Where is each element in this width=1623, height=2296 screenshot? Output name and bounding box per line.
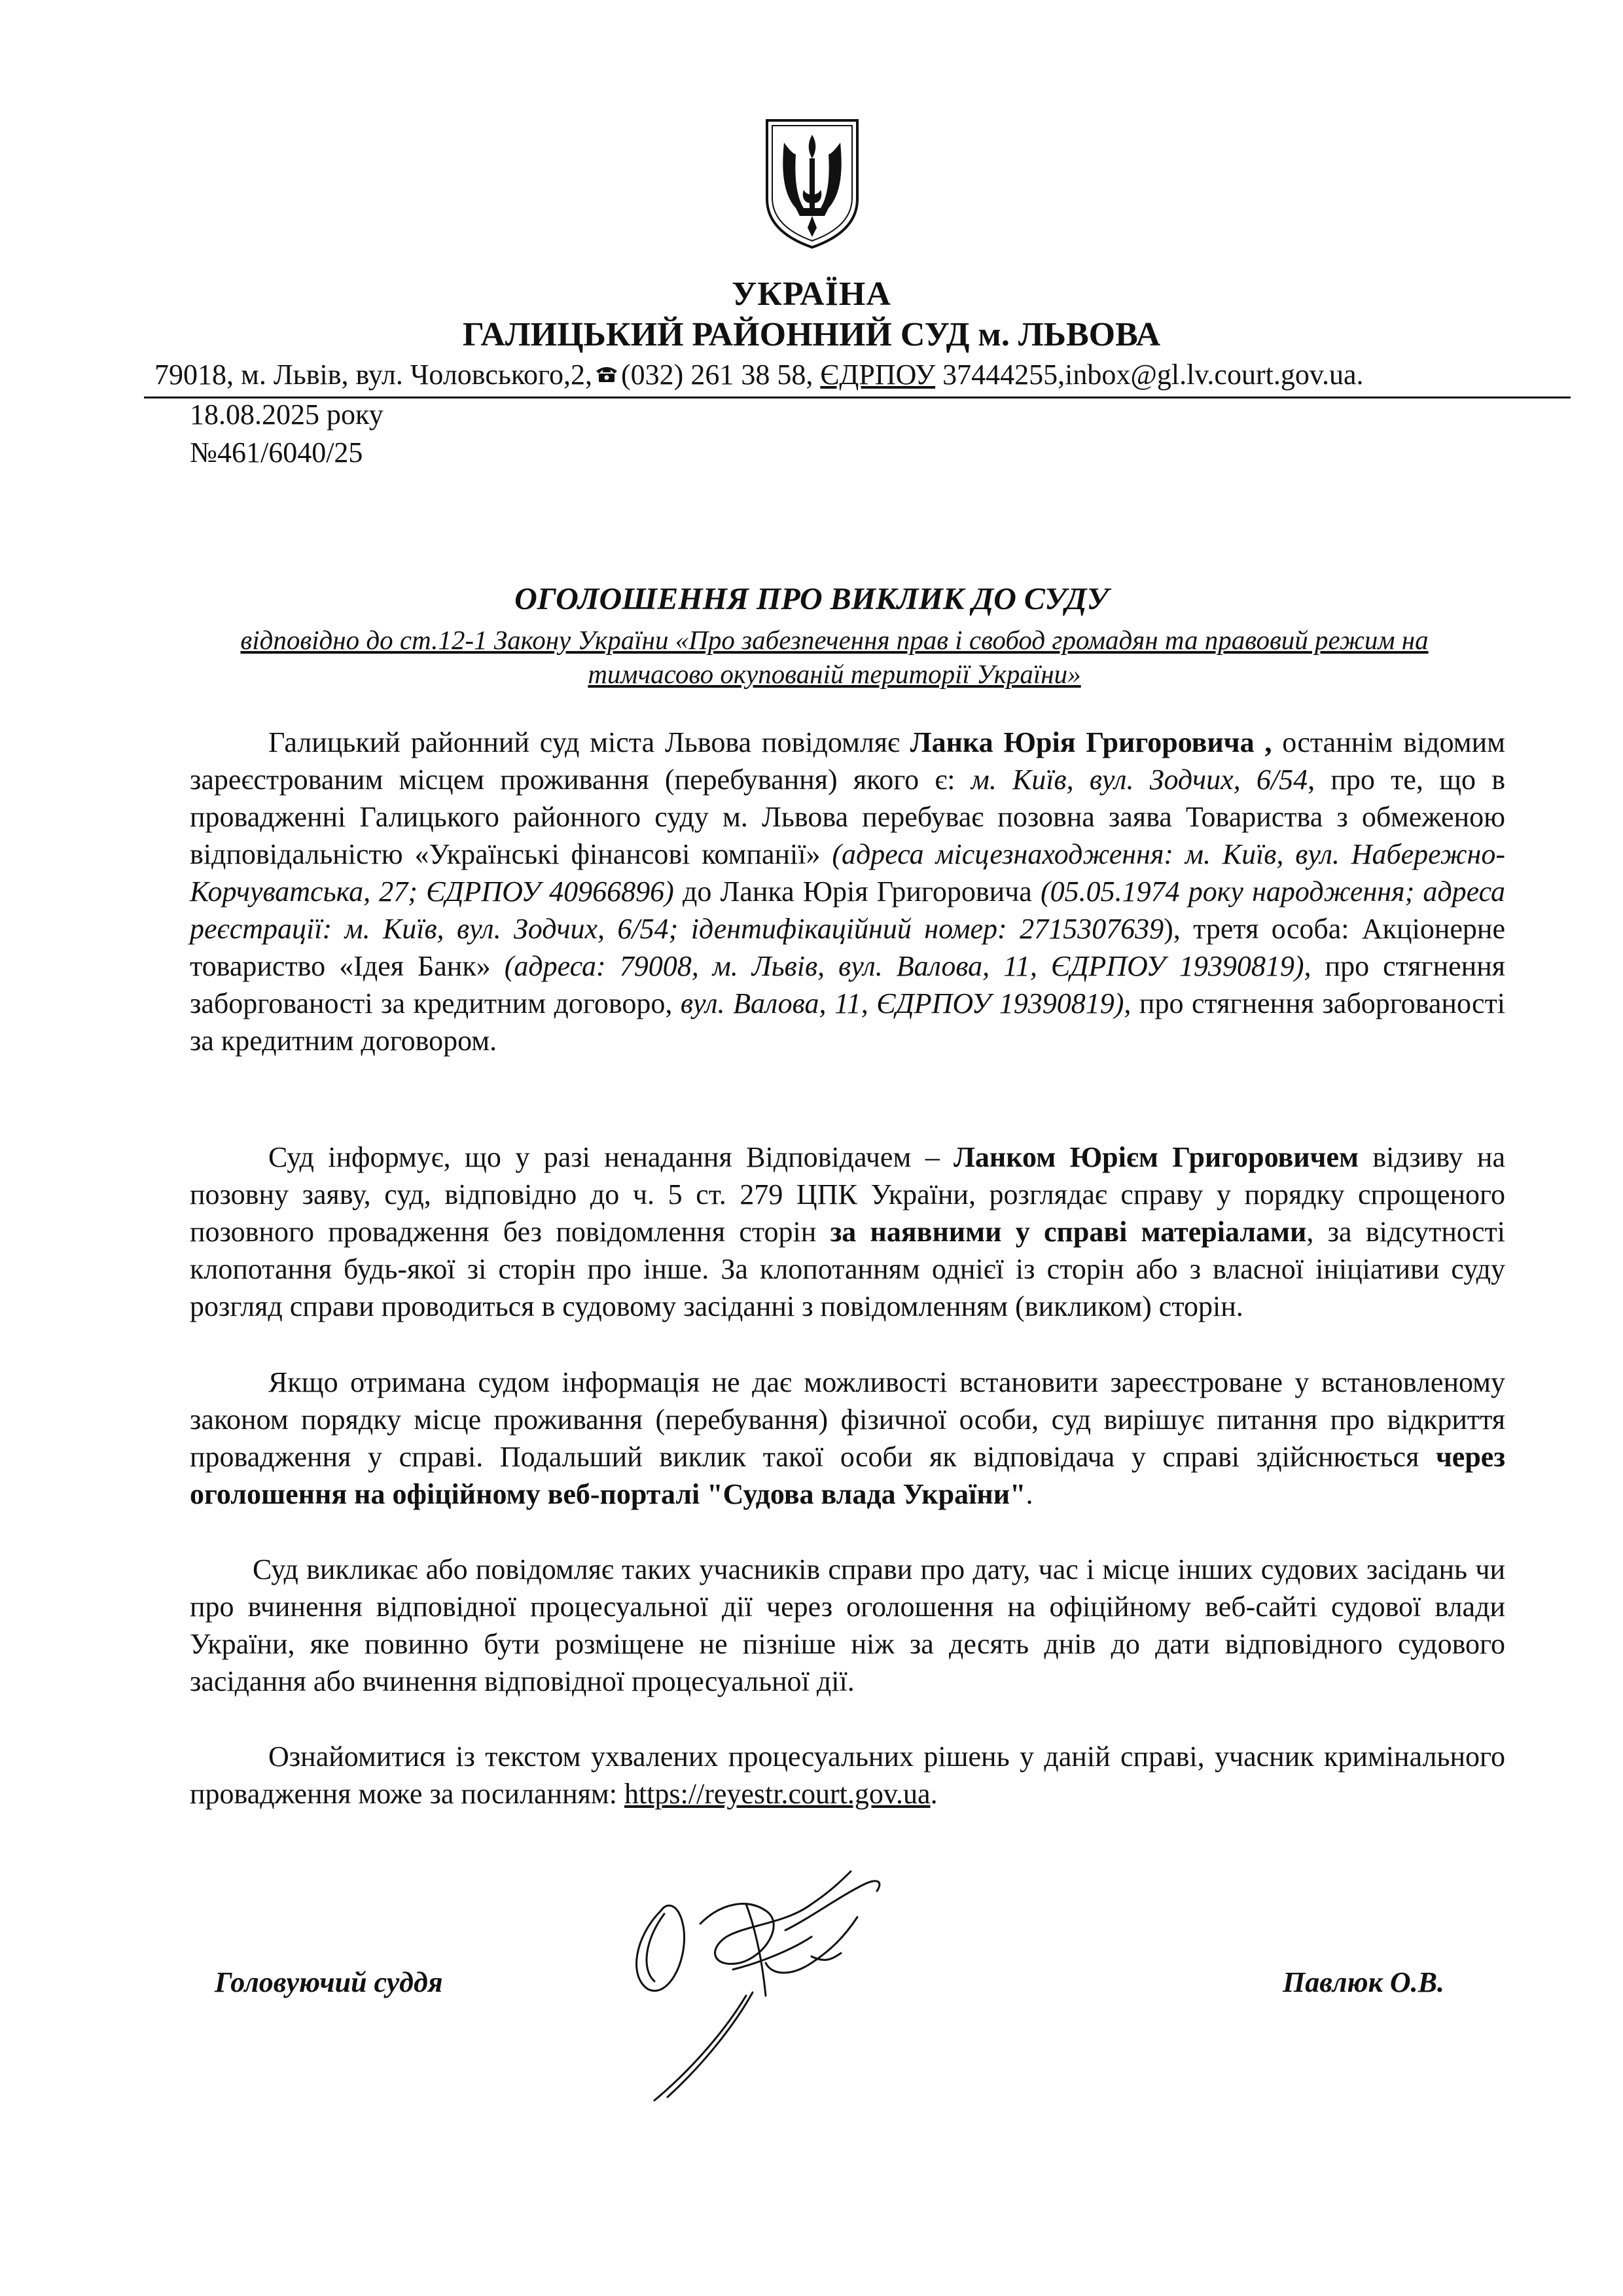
- p1-defendant-name: Ланка Юрія Григоровича ,: [910, 726, 1272, 758]
- paragraph-1: [190, 724, 1505, 1059]
- p1-text-13: про стягнення заборгованості за кредитним договором.: [190, 987, 1506, 1057]
- p5-text-2: .: [930, 1778, 938, 1810]
- p3-text-3: .: [1026, 1478, 1033, 1510]
- judge-role: Головуючий суддя: [215, 1966, 443, 1998]
- court-phone: (032) 261 38 58,: [621, 359, 813, 391]
- paragraph-4: [190, 1551, 1505, 1700]
- p1-defendant-details: (05.05.1974 року народження; адреса реєстрації: м. Київ, вул. Зодчих, 6/54; ідентифікаційний номер: 2715307639: [190, 875, 1505, 945]
- p1-third-party-address: (адреса: 79008, м. Львів, вул. Валова, 11, ЄДРПОУ 19390819),: [504, 950, 1311, 982]
- p2-text-1: Суд інформує, що у разі ненадання Відповідачем –: [268, 1141, 954, 1173]
- p2-defendant-name: Ланком Юрієм Григоровичем: [954, 1141, 1359, 1173]
- paragraph-5: [190, 1738, 1505, 1812]
- p1-text-11: про стягнення заборгованості за кредитним договоро,: [190, 950, 1505, 1019]
- registry-link[interactable]: https://reyestr.court.gov.ua: [624, 1778, 931, 1810]
- telephone-icon: [595, 364, 618, 383]
- p1-text-5: , про те, що в провадженні Галицького районного суду м. Львова перебуває позовна заява Товариства з обмеженою відповідальністю «Українські фінансові компанії»: [190, 764, 1505, 870]
- p2-materials-phrase: за наявними у справі матеріалами: [830, 1216, 1307, 1248]
- paragraph-3: [190, 1364, 1505, 1513]
- court-contact-line: [154, 356, 1568, 394]
- p1-text-1: Галицький районний суд міста Львова повідомляє: [268, 726, 910, 758]
- p4-text-1: Суд викликає або повідомляє таких учасників справи про дату, час і місце інших судових засідань чи про вчинення відповідної процесуальної дії через оголошення на офіційному веб-сайті судової влади України, яке повинно бути розміщене не пізніше ніж за десять днів до дати відповідного судового засідання або вчинення відповідної процесуальної дії.: [190, 1553, 1505, 1697]
- p2-text-5: , за відсутності клопотання будь-якої зі сторін про інше. За клопотанням однієї із сторін або з власної ініціативи суду розгляд справи проводиться в судовому засіданні з повідомленням (викликом) сторін.: [190, 1216, 1506, 1322]
- p5-text-1: Ознайомитися із текстом ухвалених процесуальних рішень у даній справі, учасник кримінального провадження може за посиланням:: [190, 1740, 1505, 1810]
- p2-text-3: відзиву на позовну заяву, суд, відповідно до ч. 5 ст. 279 ЦПК України, розглядає справу у порядку спрощеного позовного провадження без повідомлення сторін: [190, 1141, 1506, 1248]
- p3-text-1: Якщо отримана судом інформація не дає можливості встановити зареєстроване у встановленому законом порядку місце проживання (перебування) фізичної особи, суд вирішує питання про відкриття провадження у справі. Подальший виклик такої особи як відповідача у справі здійснюється: [190, 1366, 1505, 1473]
- court-address: 79018, м. Львів, вул. Чоловського,2,: [154, 359, 593, 391]
- p1-plaintiff-address: (адреса місцезнаходження: м. Київ, вул. Набережно-Корчуватська, 27; ЄДРПОУ 40966896): [190, 838, 1506, 908]
- notice-title: ОГОЛОШЕННЯ ПРО ВИКЛИК ДО СУДУ: [514, 582, 1109, 616]
- p1-text-3: останнім відомим зареєстрованим місцем проживання (перебування) якого є:: [190, 726, 1505, 796]
- p1-text-7: до Ланка Юрія Григоровича: [673, 875, 1041, 908]
- country-title: УКРАЇНА: [732, 275, 891, 313]
- edrpou-label: ЄДРПОУ: [820, 359, 936, 391]
- notice-subtitle: відповідно до ст.12-1 Закону України «Про забезпечення прав і свобод громадян та правовий режим на тимчасово окупованій території України»: [240, 625, 1429, 689]
- court-edrpou-email: 37444255,inbox@gl.lv.court.gov.ua.: [942, 359, 1364, 391]
- signature-block: [0, 1963, 1623, 2159]
- trident-coat-of-arms-icon: [762, 116, 863, 250]
- judge-name: Павлюк О.В.: [1283, 1966, 1445, 1998]
- court-name: ГАЛИЦЬКИЙ РАЙОННИЙ СУД м. ЛЬВОВА: [462, 316, 1161, 353]
- paragraph-2: [190, 1139, 1505, 1325]
- p1-repeated-address: вул. Валова, 11, ЄДРПОУ 19390819),: [680, 987, 1132, 1019]
- handwritten-signature-icon: [615, 1865, 923, 2107]
- document-number: №461/6040/25: [190, 436, 363, 468]
- p1-defendant-address: м. Київ, вул. Зодчих, 6/54: [971, 764, 1308, 796]
- document-date: 18.08.2025 року: [190, 398, 383, 431]
- p3-portal-phrase: через оголошення на офіційному веб-порталі "Судова влада України": [190, 1441, 1505, 1510]
- p1-text-9: ), третя особа: Акціонерне товариство «Ідея Банк»: [190, 913, 1505, 982]
